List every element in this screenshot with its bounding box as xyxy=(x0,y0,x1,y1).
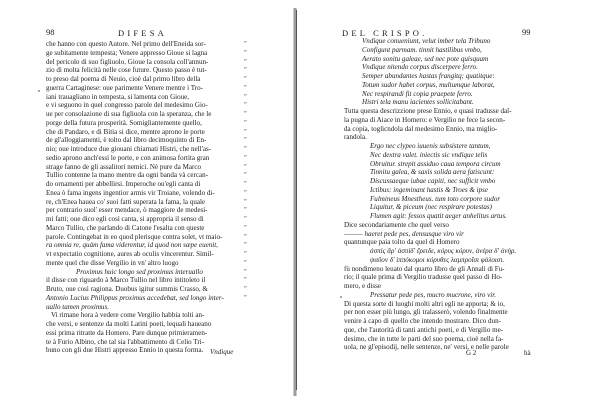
quotation-mark: ” xyxy=(244,189,247,196)
text-line: che di Pandaro, e di Bitia si dice, mentre aprono le porte xyxy=(46,127,205,136)
text-line: uola, ne gl'episodij, nelle sentenze, ne' versi, e nelle parole xyxy=(344,343,509,352)
text-line: iani trauagliano in tempesta, si lamenta con Gioue, xyxy=(46,92,190,101)
text-line: Vi rimane hora à vedere come Vergilio habbia tolti an- xyxy=(51,311,205,320)
text-line: to preso dal poema di Neuio, cioè dal primo libro della xyxy=(46,75,201,83)
text-line: randola. xyxy=(344,133,367,142)
text-line: Nec respirandi fit copia praepete ferro. xyxy=(362,89,473,98)
catchword: Vndique xyxy=(210,348,234,356)
quotation-mark: ” xyxy=(244,67,247,74)
quotation-mark: ” xyxy=(244,41,247,47)
quotation-mark: ” xyxy=(244,172,247,179)
text-line: Enea ò fama ingens ingentior armis vir Troiane, volendo di- xyxy=(46,188,215,197)
text-line: do ornamenti per abbellirsi. Imperoche ou'egli canta di xyxy=(46,180,201,188)
page-number: 98 xyxy=(46,27,55,37)
quotation-mark: ” xyxy=(244,146,247,152)
text-line: desimo, che in tutte le parti del suo poema, cioè nella fa- xyxy=(344,334,504,343)
text-line: Flumen agit: fessos quatit aeger anhelitus artus. xyxy=(370,212,507,220)
text-line: il disse con riguardo à Marco Tullio nel libro intitoleto il xyxy=(46,276,206,285)
text-line: strage fanno de gli assalitori nemici. Nè pure da Marco xyxy=(46,162,201,171)
text-line: Histri tela manu iacientes sollicitabant. xyxy=(362,98,474,107)
text-line: ue per consolazione di sua figliuola con la speranza, che le xyxy=(46,110,212,118)
quotation-mark: ” xyxy=(244,137,247,144)
text-line: Tutta questa descrizzione prese Ennio, e quasi tradusse dal- xyxy=(344,107,512,115)
quotation-mark: ” xyxy=(244,294,247,301)
text-line: la pugna di Aiace in Homero: e Vergilio ne fece la secon- xyxy=(344,115,506,124)
text-line: te à Furio Albino, che tal sia l'abbattimento di Celio Tri- xyxy=(46,337,205,346)
quotation-mark: ” xyxy=(244,76,247,82)
text-line: da copia, toglicndola dal medesimo Ennio, ma miglio- xyxy=(344,124,498,133)
text-line: Liquitur, & piceum (nec respirare potestas) xyxy=(370,203,493,212)
text-line: Pressatur pede pes, mucro mucrone, viro vir. xyxy=(370,290,496,299)
text-line: nio; oue introduce due giouani chiamati Histri, che nell'as- xyxy=(46,145,212,153)
text-line: uallo tamen proximus. xyxy=(46,302,109,311)
text-line: mente quel che disse Vergilio in vn' altro luogo xyxy=(46,258,179,267)
text-line: Totum sudor habet corpus, multumque laborat, xyxy=(362,80,495,89)
paper-speck xyxy=(340,296,342,298)
text-line: Ergo nec clypeo iuuenis subsistere tantum, xyxy=(370,142,491,150)
quotation-mark: ” xyxy=(244,111,247,117)
text-line: ra omnia re, quàm fama viderentur, id quod non sæpe euenit, xyxy=(46,241,218,250)
quotation-mark: ” xyxy=(244,119,247,126)
text-line: Tinnitu galea, & saxis solida aera fatiscunt: xyxy=(370,168,495,177)
text-line: rio; il quale prima di Vergilio tradusse quel passo di Ho- xyxy=(344,273,503,282)
quotation-mark: ” xyxy=(244,251,247,257)
quotation-mark: ” xyxy=(244,163,247,170)
quotation-mark: ” xyxy=(244,84,247,91)
quotation-mark: ” xyxy=(244,181,247,187)
paper-speck xyxy=(38,90,40,92)
quotation-mark: ” xyxy=(244,58,247,65)
text-line: per non esser più lungo, gli tralasserò, volendo finalmente xyxy=(344,308,508,317)
text-line: ge subitamente tempesta; Venere appresso Gioue si lagna xyxy=(46,48,208,57)
signature-mark: G 2 xyxy=(466,349,477,357)
text-line: e vi seguono in quel congresso parole del medesimo Gio- xyxy=(46,101,208,110)
text-line: ——— haeret pede pes, densusque viro vir xyxy=(344,229,464,238)
text-line: mero, e disse xyxy=(344,282,381,290)
text-line: essi prima ritratte da Homero. Pare dunque primieramen- xyxy=(46,328,208,337)
text-line: porge della futura prosperità. Somigliantemente quello, xyxy=(46,118,202,127)
text-line: Obruitur. strepit assiduo caua tempora circum xyxy=(370,159,501,168)
text-line: Semper abundantes hastas frangitq; quatitque: xyxy=(362,72,495,80)
text-line: parole. Contingebat in eo quod plerisque contra solet, vt maio- xyxy=(46,232,223,241)
quotation-mark: ” xyxy=(244,233,247,240)
text-line: Marco Tullio, che parlando di Catone l'esalta con queste xyxy=(46,223,205,232)
text-line: que, che l'autorità di tanti antichi poeti, e di Vergilio me- xyxy=(344,325,504,334)
text-line: Discussaeque iubae capiti, nec sufficit vmbo xyxy=(370,177,496,185)
text-line: fù nondimeno leuato dal quarto libro de gli Annali di Fu- xyxy=(344,264,505,273)
text-line: Di questa sorte di luoghi molti altri egli ne apporta; & io, xyxy=(344,299,505,308)
text-line: Aerato sonitu galeae, sed nec pote quisquam xyxy=(362,54,489,63)
text-line: venire à capo di quello che intendo mostrare. Dico dun- xyxy=(344,317,501,325)
text-line: Dice secondariamente che quel verso xyxy=(344,220,449,229)
quotation-mark: ” xyxy=(244,128,247,135)
text-line: Configunt parmam. tinnit hastilibus vmbo, xyxy=(362,45,482,54)
quotation-mark: ” xyxy=(244,93,247,100)
quotation-mark: ” xyxy=(244,198,247,205)
text-line: che versi, e sentenze da molti Latini poeti, lequali haueano xyxy=(46,320,212,328)
page-edge xyxy=(296,10,297,390)
quotation-mark: ” xyxy=(244,224,247,231)
quotation-mark: ” xyxy=(244,102,247,109)
text-line: Bruto, oue così ragiona. Duobus igitur summis Crasso, & xyxy=(46,285,208,293)
text-line: che hanno con questo Autore. Nel primo dell'Eneida sor- xyxy=(46,40,206,48)
text-line: ψαῦον δ' ἱππόκομοι κόρυθες λαμπροῖσι φάλοισι. xyxy=(370,255,505,264)
text-line: Proximus huic longo sed proximus interuallo xyxy=(76,267,203,276)
text-line: mi fatti; oue dico egli così canta, si appropria il senso di xyxy=(46,215,204,223)
text-line: Tullio contenne la mano mentre da ogni banda và cercan- xyxy=(46,171,208,180)
text-line: quantunque paia tolto da quel di Homero xyxy=(344,238,460,247)
text-line: zio di molta felicità nelle cose future. Questo passo è tut- xyxy=(46,66,207,75)
running-head: DIFESA xyxy=(118,28,167,38)
quotation-mark: ” xyxy=(244,277,247,284)
text-line: buno con gli due Histri appresso Ennio in questa forma. xyxy=(46,346,204,355)
quotation-mark: ” xyxy=(244,154,247,161)
quotation-mark: ” xyxy=(244,207,247,214)
text-line: del pericolo di suo figliuolo, Gioue la consola coll'annun- xyxy=(46,57,209,66)
quotation-mark: ” xyxy=(244,242,247,249)
text-line: Vndique conueniunt, velut imber tela Tribuno xyxy=(362,37,491,45)
quotation-mark: ” xyxy=(244,286,247,292)
text-line: Ictibus: ingeminant hastis & Troes & ipse xyxy=(370,185,488,194)
quotation-mark: ” xyxy=(244,49,247,56)
page-number: 99 xyxy=(522,27,531,37)
quotation-mark: ” xyxy=(244,259,247,266)
catchword: hà xyxy=(524,349,531,357)
quotation-mark: ” xyxy=(244,216,247,222)
text-line: Fulmineus Mnestheus. tum toto corpore sudor xyxy=(370,194,501,203)
text-line: Nec dextra valet. iniectis sic vndique telis xyxy=(370,150,488,159)
text-line: guerra Cartaginese: oue parimente Venere mentre i Tro- xyxy=(46,83,203,92)
running-head: DEL CRISPO. xyxy=(342,28,428,38)
text-line: re, ch'Enea haueа co' suoi fatti superata la fama, la quale xyxy=(46,197,206,206)
text-line: vt expectatio cognitione, aures ab oculis vincerentur. Simil- xyxy=(46,250,214,258)
quotation-mark: ” xyxy=(244,268,247,275)
text-line: per contrario suol' esser mendace, ò maggiore de medesi- xyxy=(46,206,208,215)
text-line: Vndique nitendo corpus discerpere ferro. xyxy=(362,63,478,72)
text-line: sedio aprono anch'essi le porte, e con animosa fortita gran xyxy=(46,153,210,162)
text-line: de gl'alloggiamenti, è tolto dal libro decimoquinto di En- xyxy=(46,136,207,145)
text-line: Antonio Lucius Philippus proximus accedebat, sed longo inter- xyxy=(46,293,224,302)
text-line: ἀσπὶς ἄρ' ἀσπίδ' ἔρειδε, κόρυς κόρυν, ἀνέρα δ' ἀνήρ. xyxy=(370,247,517,255)
